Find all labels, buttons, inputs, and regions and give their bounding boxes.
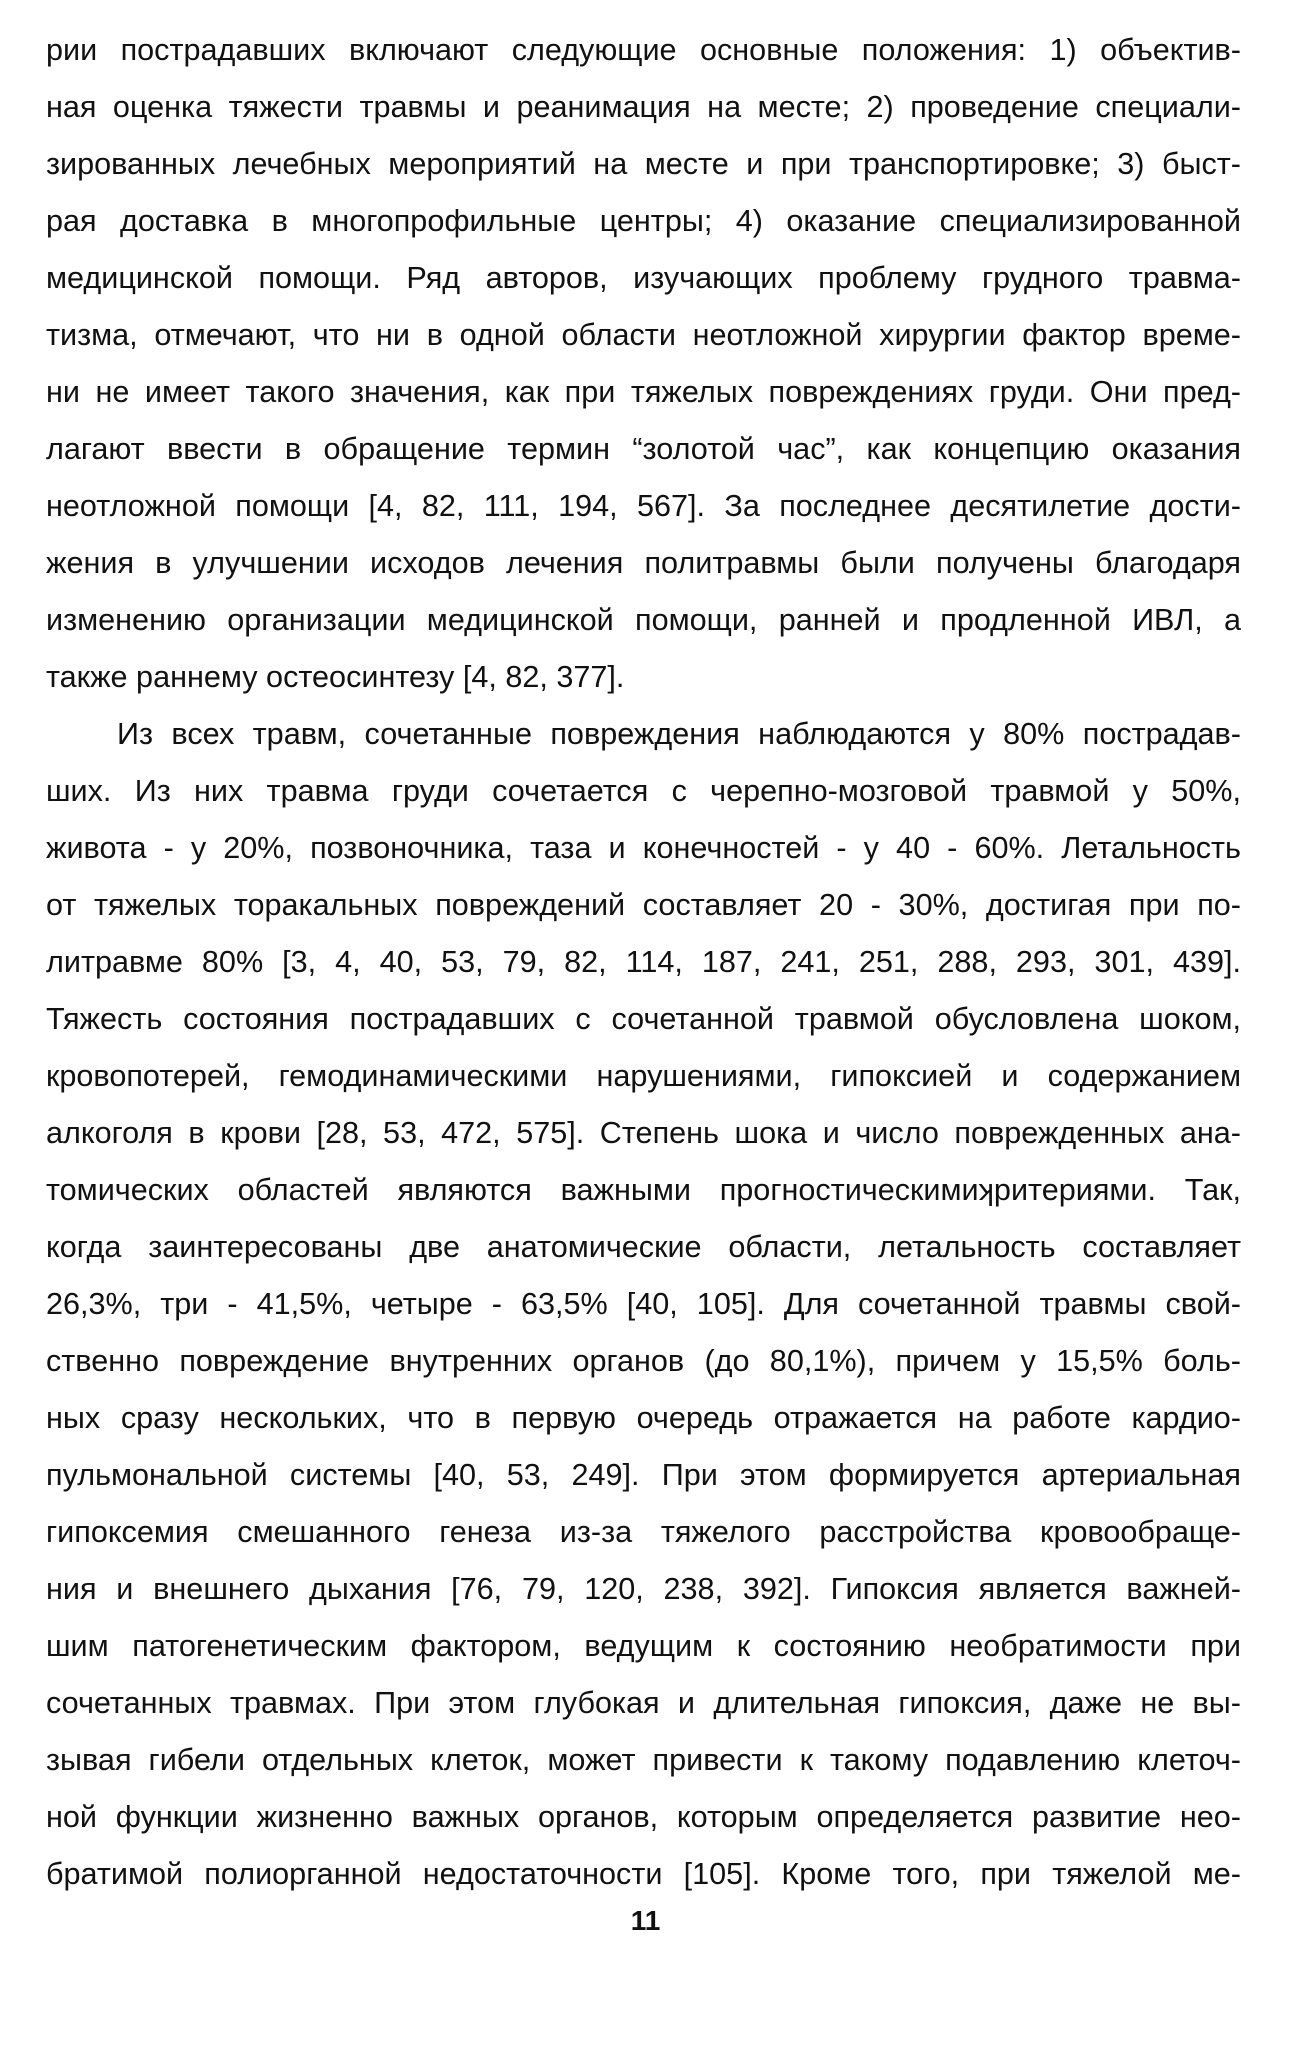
text-line: братимой полиорганной недостаточности [105]. Кроме того, при тяжелой ме- — [46, 1857, 1241, 1891]
text-line: сочетанных травмах. При этом глубокая и длительная гипоксия, даже не вы- — [46, 1686, 1241, 1720]
text-line: когда заинтересованы две анатомические области, летальность составляет — [46, 1230, 1241, 1264]
text-line: зывая гибели отдельных клеток, может привести к такому подавлению клеточ- — [46, 1743, 1241, 1777]
text-line: также раннему остеосинтезу [4, 82, 377]. — [46, 660, 625, 694]
text-line: живота - у 20%, позвоночника, таза и конечностей - у 40 - 60%. Летальность — [46, 831, 1241, 865]
text-line: неотложной помощи [4, 82, 111, 194, 567]. За последнее десятилетие дости- — [46, 489, 1241, 523]
text-line: пульмональной системы [40, 53, 249]. При этом формируется артериальная — [46, 1458, 1241, 1492]
page-number: 11 — [630, 1905, 661, 1936]
text-line: медицинской помощи. Ряд авторов, изучающих проблему грудного травма- — [46, 261, 1241, 295]
text-line: ственно повреждение внутренних органов (до 80,1%), причем у 15,5% боль- — [46, 1344, 1241, 1378]
text-line: тизма, отмечают, что ни в одной области неотложной хирургии фактор време- — [46, 318, 1241, 352]
text-line: изменению организации медицинской помощи, ранней и продленной ИВЛ, а — [46, 603, 1241, 637]
text-line: рии пострадавших включают следующие основные положения: 1) объектив- — [46, 33, 1241, 67]
text-line: лагают ввести в обращение термин “золотой час”, как концепцию оказания — [46, 432, 1241, 466]
text-line: 26,3%, три - 41,5%, четыре - 63,5% [40, 105]. Для сочетанной травмы свой- — [46, 1287, 1241, 1321]
document-page — [46, 22, 1241, 1903]
text-line: Тяжесть состояния пострадавших с сочетанной травмой обусловлена шоком, — [46, 1002, 1241, 1036]
text-line: гипоксемия смешанного генеза из-за тяжелого расстройства кровообраще- — [46, 1515, 1241, 1549]
text-line: шим патогенетическим фактором, ведущим к состоянию необратимости при — [46, 1629, 1241, 1663]
text-line: ни не имеет такого значения, как при тяжелых повреждениях груди. Они пред- — [46, 375, 1241, 409]
text-line: литравме 80% [3, 4, 40, 53, 79, 82, 114, 187, 241, 251, 288, 293, 301, 439]. — [46, 945, 1241, 979]
text-line: ная оценка тяжести травмы и реанимация на месте; 2) проведение специали- — [46, 90, 1241, 124]
text-line: кровопотерей, гемодинамическими нарушениями, гипоксией и содержанием — [46, 1059, 1241, 1093]
text-line: жения в улучшении исходов лечения политравмы были получены благодаря — [46, 546, 1241, 580]
text-line: от тяжелых торакальных повреждений составляет 20 - 30%, достигая при по- — [46, 888, 1241, 922]
text-line: алкоголя в крови [28, 53, 472, 575]. Степень шока и число поврежденных ана- — [46, 1116, 1241, 1150]
text-line: томических областей являются важными прогностическимиʞритериями. Так, — [46, 1173, 1241, 1207]
paragraph-2 — [46, 706, 1241, 1903]
paragraph-1 — [46, 22, 1241, 706]
text-line: ших. Из них травма груди сочетается с черепно-мозговой травмой у 50%, — [46, 774, 1241, 808]
text-line: ной функции жизненно важных органов, которым определяется развитие нео- — [46, 1800, 1241, 1834]
text-line: Из всех травм, сочетанные повреждения наблюдаются у 80% пострадав- — [117, 717, 1241, 751]
text-line: зированных лечебных мероприятий на месте и при транспортировке; 3) быст- — [46, 147, 1241, 181]
text-line: рая доставка в многопрофильные центры; 4) оказание специализированной — [46, 204, 1241, 238]
text-line: ния и внешнего дыхания [76, 79, 120, 238, 392]. Гипоксия является важней- — [46, 1572, 1241, 1606]
text-line: ных сразу нескольких, что в первую очередь отражается на работе кардио- — [46, 1401, 1241, 1435]
